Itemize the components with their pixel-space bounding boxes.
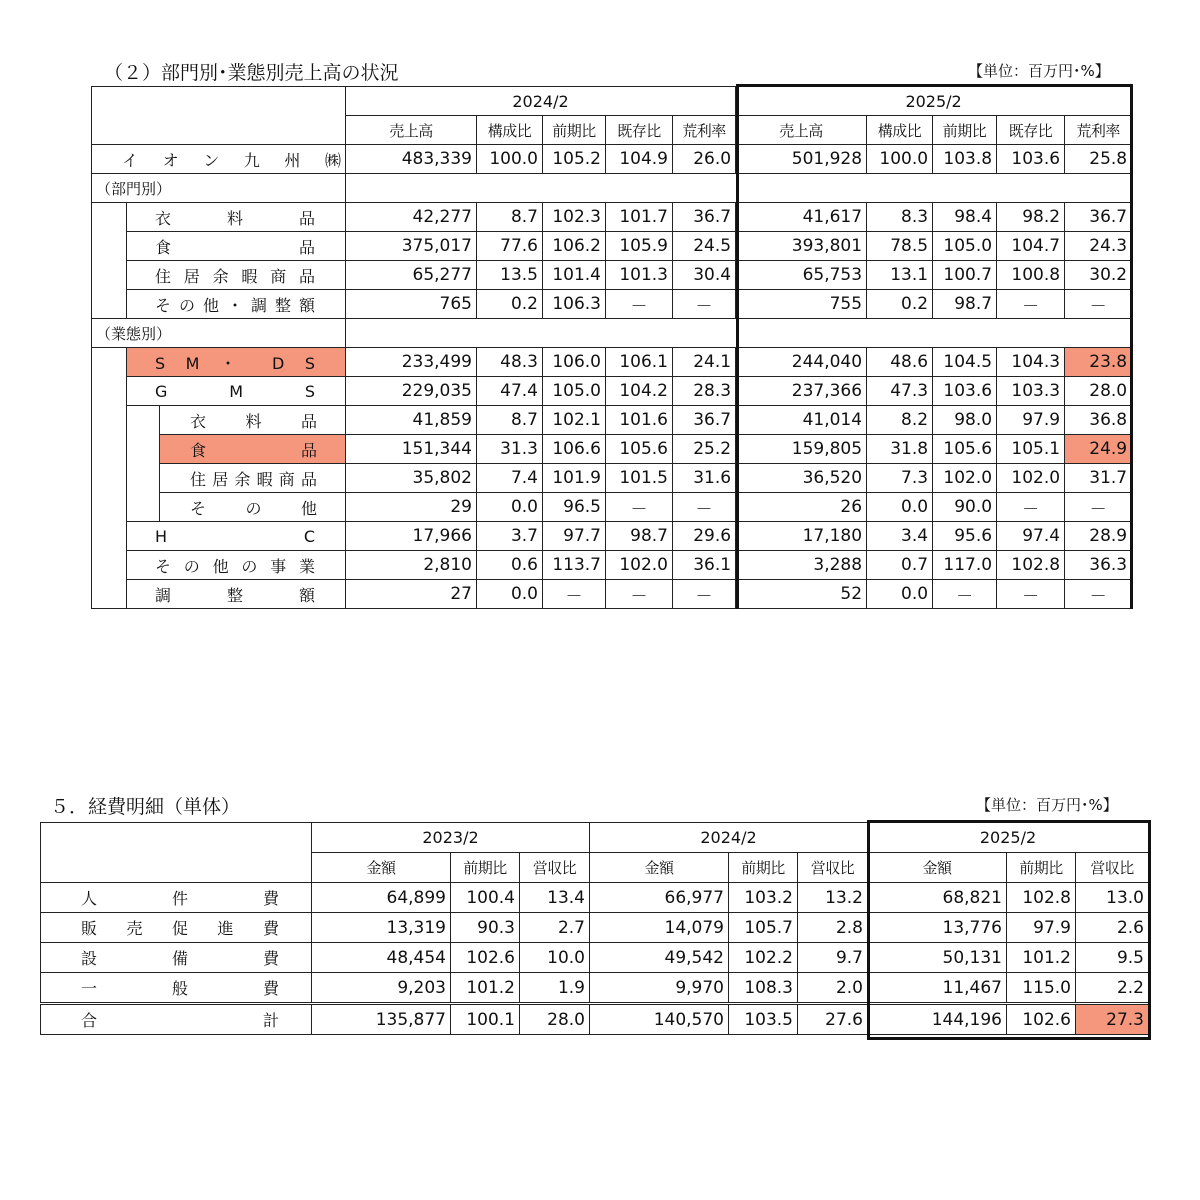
row-label: そ の 他 ・ 調 整 額: [127, 290, 346, 319]
cell: 98.4: [933, 203, 997, 232]
cell: 765: [346, 290, 477, 319]
cell: 100.0: [477, 145, 543, 174]
group-spacer: [346, 174, 1132, 203]
cell: 31.7: [1065, 464, 1132, 493]
cell: 104.9: [606, 145, 673, 174]
cell: 115.0: [1007, 973, 1076, 1004]
cell: 68,821: [868, 883, 1007, 913]
cell: 3,288: [736, 551, 867, 580]
cell: 104.5: [933, 348, 997, 377]
cell: 101.9: [543, 464, 606, 493]
col-revenue-ratio: 営収比: [1076, 853, 1149, 883]
cell: 105.2: [543, 145, 606, 174]
cell: 7.3: [867, 464, 933, 493]
row-label: 調 整 額: [127, 580, 346, 609]
cell: 100.8: [997, 261, 1065, 290]
row-label: 合 計: [41, 1004, 312, 1035]
cell: 24.3: [1065, 232, 1132, 261]
table-row: [92, 493, 1132, 522]
cell: －: [543, 580, 606, 609]
total-row: [41, 1004, 1149, 1035]
cell: 98.2: [997, 203, 1065, 232]
cell: 105.6: [933, 435, 997, 464]
header-blank: [92, 87, 346, 145]
cell: 31.8: [867, 435, 933, 464]
cell: 106.2: [543, 232, 606, 261]
section1-title: （２）部門別･業態別売上高の状況: [104, 62, 399, 84]
cell: 98.7: [933, 290, 997, 319]
indent-cell: [92, 377, 127, 406]
cell: 0.0: [477, 580, 543, 609]
cell: 42,277: [346, 203, 477, 232]
cell: 244,040: [736, 348, 867, 377]
cell: 0.0: [477, 493, 543, 522]
cell: 11,467: [868, 973, 1007, 1004]
row-label: 食 品: [127, 232, 346, 261]
col-amount: 金額: [312, 853, 451, 883]
cell: －: [933, 580, 997, 609]
col-amount: 金額: [590, 853, 729, 883]
cell: 100.1: [451, 1004, 520, 1035]
table-row: [92, 232, 1132, 261]
row-label: 衣 料 品: [127, 203, 346, 232]
cell: 104.3: [997, 348, 1065, 377]
cell: 0.0: [867, 580, 933, 609]
cell: 393,801: [736, 232, 867, 261]
indent-cell: [127, 493, 160, 522]
expense-table: [40, 822, 1149, 1035]
cell: 0.7: [867, 551, 933, 580]
cell: 8.2: [867, 406, 933, 435]
cell: 105.0: [933, 232, 997, 261]
cell: 65,753: [736, 261, 867, 290]
cell: －: [673, 290, 736, 319]
col-yoy: 前期比: [1007, 853, 1076, 883]
cell: 13,319: [312, 913, 451, 943]
indent-cell: [92, 435, 127, 464]
cell: 101.3: [606, 261, 673, 290]
cell: 100.7: [933, 261, 997, 290]
cell: 755: [736, 290, 867, 319]
row-label: H C: [127, 522, 346, 551]
cell: 135,877: [312, 1004, 451, 1035]
row-label: G M S: [127, 377, 346, 406]
row-label: 住 居 余 暇 商 品: [127, 261, 346, 290]
cell: 2,810: [346, 551, 477, 580]
cell: 29: [346, 493, 477, 522]
row-label: そ の 他: [160, 493, 346, 522]
col-yoy: 前期比: [543, 116, 606, 145]
cell: 47.3: [867, 377, 933, 406]
cell: 117.0: [933, 551, 997, 580]
cell: 31.3: [477, 435, 543, 464]
cell: 100.0: [867, 145, 933, 174]
table-row: [92, 464, 1132, 493]
cell: －: [606, 580, 673, 609]
cell: 103.6: [997, 145, 1065, 174]
cell: 24.1: [673, 348, 736, 377]
cell: 97.7: [543, 522, 606, 551]
cell: 102.0: [933, 464, 997, 493]
cell: 105.0: [543, 377, 606, 406]
cell: 101.4: [543, 261, 606, 290]
cell: 102.6: [451, 943, 520, 973]
cell: 26.0: [673, 145, 736, 174]
col-margin: 荒利率: [1065, 116, 1132, 145]
col-ratio: 構成比: [477, 116, 543, 145]
cell: 47.4: [477, 377, 543, 406]
cell: 30.4: [673, 261, 736, 290]
row-label: そ の 他 の 事 業: [127, 551, 346, 580]
table-row: [92, 522, 1132, 551]
cell: 29.6: [673, 522, 736, 551]
cell: 25.2: [673, 435, 736, 464]
cell: 103.5: [729, 1004, 798, 1035]
table-row: [92, 203, 1132, 232]
period-header-row: [92, 87, 1132, 116]
col-sales: 売上高: [346, 116, 477, 145]
cell: 0.0: [867, 493, 933, 522]
table-row: [92, 261, 1132, 290]
cell: 13.1: [867, 261, 933, 290]
cell: 36.7: [1065, 203, 1132, 232]
cell: 24.9: [1065, 435, 1132, 464]
cell: 24.5: [673, 232, 736, 261]
cell: 77.6: [477, 232, 543, 261]
table-row: [92, 290, 1132, 319]
cell: 106.0: [543, 348, 606, 377]
cell: 28.0: [520, 1004, 590, 1035]
cell: 501,928: [736, 145, 867, 174]
cell: 13,776: [868, 913, 1007, 943]
cell: －: [997, 290, 1065, 319]
period-2025: 2025/2: [868, 823, 1149, 853]
cell: 36.7: [673, 203, 736, 232]
col-margin: 荒利率: [673, 116, 736, 145]
cell: 66,977: [590, 883, 729, 913]
group-label-format: （業態別）: [92, 319, 346, 348]
indent-cell: [92, 580, 127, 609]
col-existing: 既存比: [997, 116, 1065, 145]
cell: 375,017: [346, 232, 477, 261]
row-label: S M ・ D S: [127, 348, 346, 377]
cell: 36.7: [673, 406, 736, 435]
cell: 101.5: [606, 464, 673, 493]
cell: －: [1065, 493, 1132, 522]
cell: 9,203: [312, 973, 451, 1004]
row-label: イ オ ン 九 州 ㈱: [92, 145, 346, 174]
cell: 102.6: [1007, 1004, 1076, 1035]
cell: 97.9: [1007, 913, 1076, 943]
cell: 23.8: [1065, 348, 1132, 377]
cell: 3.7: [477, 522, 543, 551]
period-2024: 2024/2: [590, 823, 868, 853]
cell: 98.0: [933, 406, 997, 435]
cell: 104.7: [997, 232, 1065, 261]
section2-unit: 【単位：百万円･%】: [976, 796, 1118, 814]
cell: 26: [736, 493, 867, 522]
cell: －: [997, 493, 1065, 522]
table-row: [41, 883, 1149, 913]
cell: 102.3: [543, 203, 606, 232]
cell: 9,970: [590, 973, 729, 1004]
cell: 52: [736, 580, 867, 609]
cell: 101.7: [606, 203, 673, 232]
cell: 13.0: [1076, 883, 1149, 913]
cell: 1.9: [520, 973, 590, 1004]
cell: 102.0: [997, 464, 1065, 493]
sales-table: [91, 86, 1132, 609]
col-yoy: 前期比: [729, 853, 798, 883]
cell: 100.4: [451, 883, 520, 913]
cell: 10.0: [520, 943, 590, 973]
cell: 97.9: [997, 406, 1065, 435]
table-row: [92, 348, 1132, 377]
cell: 90.3: [451, 913, 520, 943]
indent-cell: [92, 261, 127, 290]
cell: 36.1: [673, 551, 736, 580]
cell: 8.3: [867, 203, 933, 232]
cell: 151,344: [346, 435, 477, 464]
table-row: [92, 377, 1132, 406]
cell: 13.5: [477, 261, 543, 290]
cell: 41,859: [346, 406, 477, 435]
group-row: [92, 319, 1132, 348]
cell: 17,180: [736, 522, 867, 551]
cell: 483,339: [346, 145, 477, 174]
cell: 27.3: [1076, 1004, 1149, 1035]
indent-cell: [127, 464, 160, 493]
cell: 103.2: [729, 883, 798, 913]
table-row: [92, 551, 1132, 580]
cell: 31.6: [673, 464, 736, 493]
cell: 48.3: [477, 348, 543, 377]
cell: 36,520: [736, 464, 867, 493]
cell: －: [606, 493, 673, 522]
cell: 30.2: [1065, 261, 1132, 290]
cell: 144,196: [868, 1004, 1007, 1035]
group-label-dept: （部門別）: [92, 174, 346, 203]
cell: 36.8: [1065, 406, 1132, 435]
indent-cell: [92, 203, 127, 232]
cell: 28.0: [1065, 377, 1132, 406]
indent-cell: [92, 232, 127, 261]
cell: 28.3: [673, 377, 736, 406]
row-label: 一 般 費: [41, 973, 312, 1004]
row-label: 食 品: [160, 435, 346, 464]
cell: 9.5: [1076, 943, 1149, 973]
cell: －: [606, 290, 673, 319]
cell: 8.7: [477, 406, 543, 435]
cell: 13.4: [520, 883, 590, 913]
cell: 101.2: [451, 973, 520, 1004]
indent-cell: [92, 522, 127, 551]
row-label: 衣 料 品: [160, 406, 346, 435]
cell: 98.7: [606, 522, 673, 551]
row-label: 人 件 費: [41, 883, 312, 913]
cell: 2.6: [1076, 913, 1149, 943]
cell: 103.8: [933, 145, 997, 174]
indent-cell: [92, 290, 127, 319]
cell: 102.8: [1007, 883, 1076, 913]
cell: －: [997, 580, 1065, 609]
cell: 97.4: [997, 522, 1065, 551]
period-2025: 2025/2: [736, 87, 1132, 116]
cell: 103.6: [933, 377, 997, 406]
col-existing: 既存比: [606, 116, 673, 145]
table-row: [41, 913, 1149, 943]
cell: 105.6: [606, 435, 673, 464]
cell: 229,035: [346, 377, 477, 406]
header-blank: [41, 823, 312, 883]
col-yoy: 前期比: [933, 116, 997, 145]
indent-cell: [127, 435, 160, 464]
cell: 9.7: [798, 943, 868, 973]
cell: 102.8: [997, 551, 1065, 580]
period-header-row: [41, 823, 1149, 853]
table-row: [41, 973, 1149, 1004]
cell: 90.0: [933, 493, 997, 522]
cell: 105.1: [997, 435, 1065, 464]
cell: 27: [346, 580, 477, 609]
table-row: [92, 435, 1132, 464]
cell: 105.9: [606, 232, 673, 261]
cell: 14,079: [590, 913, 729, 943]
cell: 0.2: [867, 290, 933, 319]
table-row: [92, 580, 1132, 609]
period-2024: 2024/2: [346, 87, 736, 116]
col-yoy: 前期比: [451, 853, 520, 883]
group-spacer: [346, 319, 1132, 348]
cell: 101.6: [606, 406, 673, 435]
indent-cell: [92, 348, 127, 377]
cell: 48.6: [867, 348, 933, 377]
col-revenue-ratio: 営収比: [798, 853, 868, 883]
cell: 27.6: [798, 1004, 868, 1035]
cell: 64,899: [312, 883, 451, 913]
section1-unit: 【単位：百万円･%】: [968, 62, 1110, 80]
cell: －: [1065, 580, 1132, 609]
cell: 233,499: [346, 348, 477, 377]
cell: 41,014: [736, 406, 867, 435]
cell: 106.3: [543, 290, 606, 319]
indent-cell: [92, 493, 127, 522]
cell: 50,131: [868, 943, 1007, 973]
cell: 2.7: [520, 913, 590, 943]
col-sales: 売上高: [736, 116, 867, 145]
cell: 108.3: [729, 973, 798, 1004]
cell: 102.0: [606, 551, 673, 580]
col-ratio: 構成比: [867, 116, 933, 145]
section2-title: ５．経費明細（単体）: [50, 796, 241, 818]
cell: 8.7: [477, 203, 543, 232]
cell: 102.1: [543, 406, 606, 435]
col-amount: 金額: [868, 853, 1007, 883]
cell: 0.2: [477, 290, 543, 319]
cell: 106.6: [543, 435, 606, 464]
cell: 78.5: [867, 232, 933, 261]
indent-cell: [92, 406, 127, 435]
row-label: 設 備 費: [41, 943, 312, 973]
row-label: 住居余暇商品: [160, 464, 346, 493]
cell: 35,802: [346, 464, 477, 493]
cell: 65,277: [346, 261, 477, 290]
cell: 25.8: [1065, 145, 1132, 174]
cell: 17,966: [346, 522, 477, 551]
cell: 96.5: [543, 493, 606, 522]
cell: 104.2: [606, 377, 673, 406]
cell: 7.4: [477, 464, 543, 493]
cell: 13.2: [798, 883, 868, 913]
cell: 140,570: [590, 1004, 729, 1035]
indent-cell: [127, 406, 160, 435]
group-row: [92, 174, 1132, 203]
cell: 106.1: [606, 348, 673, 377]
cell: 0.6: [477, 551, 543, 580]
table-row: [41, 943, 1149, 973]
cell: 103.3: [997, 377, 1065, 406]
cell: 28.9: [1065, 522, 1132, 551]
table-row: [92, 406, 1132, 435]
cell: 95.6: [933, 522, 997, 551]
cell: 102.2: [729, 943, 798, 973]
cell: 2.8: [798, 913, 868, 943]
indent-cell: [92, 551, 127, 580]
cell: 48,454: [312, 943, 451, 973]
cell: 3.4: [867, 522, 933, 551]
cell: －: [673, 493, 736, 522]
col-revenue-ratio: 営収比: [520, 853, 590, 883]
cell: 237,366: [736, 377, 867, 406]
table-row: [92, 145, 1132, 174]
cell: 49,542: [590, 943, 729, 973]
row-label: 販 売 促 進 費: [41, 913, 312, 943]
cell: 105.7: [729, 913, 798, 943]
cell: 101.2: [1007, 943, 1076, 973]
cell: －: [673, 580, 736, 609]
cell: 2.2: [1076, 973, 1149, 1004]
cell: 113.7: [543, 551, 606, 580]
period-2023: 2023/2: [312, 823, 590, 853]
cell: 41,617: [736, 203, 867, 232]
indent-cell: [92, 464, 127, 493]
cell: 159,805: [736, 435, 867, 464]
cell: －: [1065, 290, 1132, 319]
cell: 2.0: [798, 973, 868, 1004]
cell: 36.3: [1065, 551, 1132, 580]
